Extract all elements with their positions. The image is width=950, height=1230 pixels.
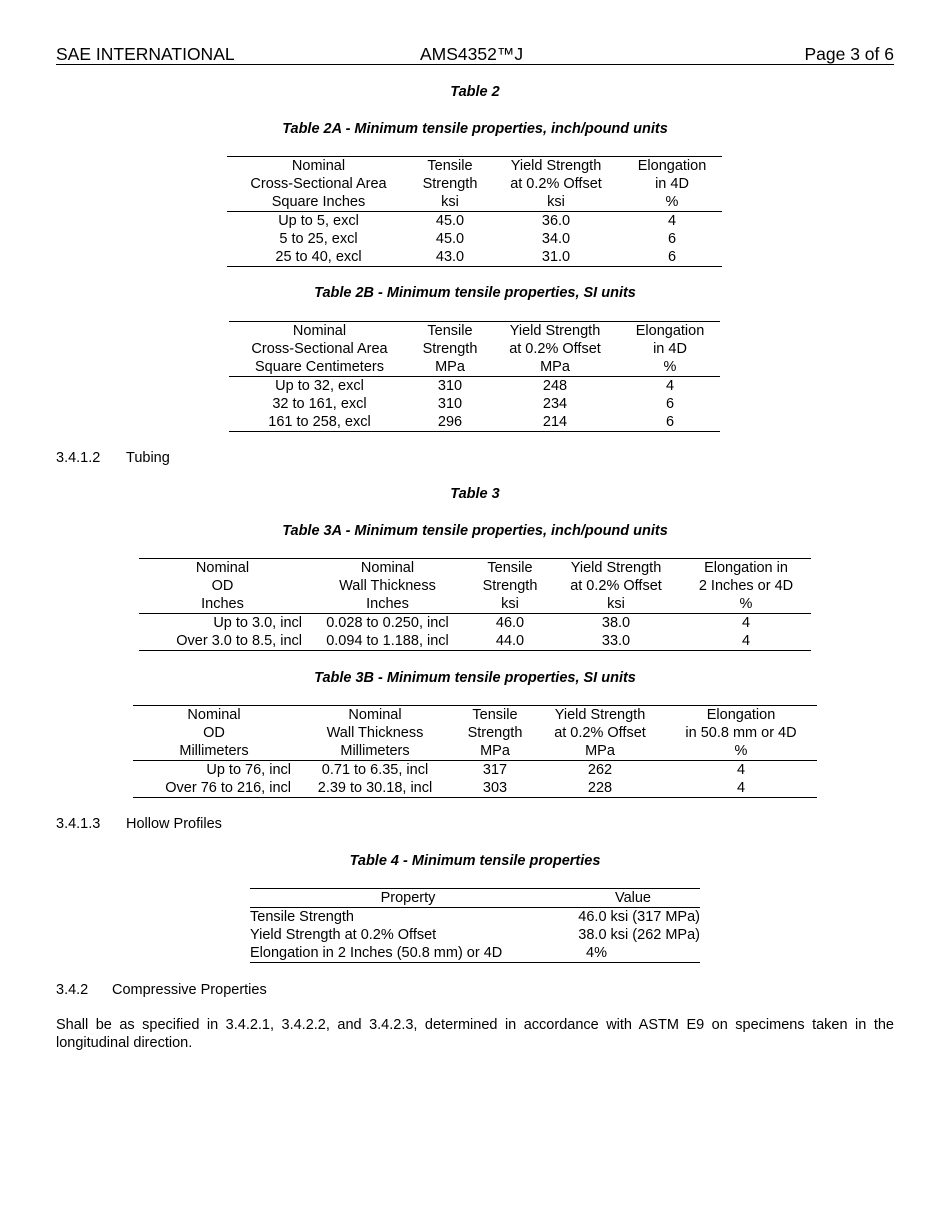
header-cell: at 0.2% Offset xyxy=(570,578,662,594)
table-cell: 38.0 xyxy=(601,615,631,631)
section-title: Tubing xyxy=(126,450,170,466)
header-cell: 2 Inches or 4D xyxy=(698,578,794,594)
header-cell: Yield Strength xyxy=(535,706,665,725)
table-header-row xyxy=(133,724,817,742)
table2-title: Table 2 xyxy=(450,84,500,100)
table-row xyxy=(227,248,722,267)
section-heading-3412 xyxy=(56,449,170,467)
table-header-row xyxy=(133,706,817,725)
header-cell: Nominal xyxy=(229,322,410,341)
table-row xyxy=(229,377,720,396)
header-cell: ksi xyxy=(410,193,490,212)
header-cell: Property xyxy=(250,889,566,908)
table-cell: 4 xyxy=(736,762,746,778)
table-header-row xyxy=(139,559,811,578)
header-doc-number: AMS4352™J xyxy=(420,44,524,64)
table-cell: 31.0 xyxy=(490,248,622,267)
header-cell: MPa xyxy=(455,742,535,761)
header-cell: ksi xyxy=(490,193,622,212)
table-row xyxy=(250,926,700,944)
section-heading-342 xyxy=(56,981,267,999)
table-cell: Over 76 to 216, incl xyxy=(133,779,295,798)
header-cell: Cross-Sectional Area xyxy=(251,341,388,357)
header-cell: Elongation xyxy=(622,157,722,176)
table-row xyxy=(250,908,700,927)
header-cell: Wall Thickness xyxy=(326,725,424,741)
table-row xyxy=(229,413,720,432)
table2a xyxy=(227,156,722,267)
table-cell: 317 xyxy=(482,762,508,778)
header-cell: OD xyxy=(203,725,225,741)
table-cell: 296 xyxy=(410,413,490,432)
table-row xyxy=(139,614,811,633)
header-cell: Square Centimeters xyxy=(229,358,410,377)
table-cell: 46.0 xyxy=(495,615,525,631)
header-page-number: Page 3 of 6 xyxy=(804,44,894,64)
header-cell: Cross-Sectional Area xyxy=(250,176,387,192)
table-cell: 43.0 xyxy=(410,248,490,267)
table-cell: 0.094 to 1.188, incl xyxy=(306,632,469,651)
table-cell: 228 xyxy=(535,779,665,798)
table-header-row xyxy=(227,193,722,212)
table2b xyxy=(229,321,720,432)
table-cell: 36.0 xyxy=(541,213,571,229)
section-title: Hollow Profiles xyxy=(126,816,222,832)
table-cell: 4 xyxy=(681,632,811,651)
table4-caption: Table 4 - Minimum tensile properties xyxy=(349,853,601,869)
table-cell: 6 xyxy=(665,396,675,412)
table-cell: 46.0 ksi (317 MPa) xyxy=(578,909,700,925)
header-cell: Inches xyxy=(306,595,469,614)
header-cell: Millimeters xyxy=(133,742,295,761)
table-cell: 33.0 xyxy=(551,632,681,651)
table-row xyxy=(133,761,817,780)
table-cell: 4 xyxy=(665,378,675,394)
header-cell: Yield Strength xyxy=(551,559,681,578)
table-cell: Tensile Strength xyxy=(250,909,354,925)
table-row xyxy=(133,779,817,798)
header-cell: Nominal xyxy=(133,706,295,725)
header-cell: % xyxy=(622,193,722,212)
header-cell: Tensile xyxy=(410,322,490,341)
header-cell: in 50.8 mm or 4D xyxy=(685,725,797,741)
header-cell: Nominal xyxy=(295,706,455,725)
header-cell: Elongation xyxy=(620,322,720,341)
header-cell: % xyxy=(620,358,720,377)
header-cell: at 0.2% Offset xyxy=(554,725,646,741)
section-number: 3.4.1.2 xyxy=(56,450,101,466)
table-cell: Up to 3.0, incl xyxy=(213,615,302,631)
table3b-caption: Table 3B - Minimum tensile properties, SI units xyxy=(314,670,636,686)
header-cell: Yield Strength xyxy=(490,157,622,176)
header-cell: Strength xyxy=(467,725,523,741)
table-header-row xyxy=(229,358,720,377)
body-paragraph: Shall be as specified in 3.4.2.1, 3.4.2.2, and 3.4.2.3, determined in accordance with ASTM E9 on specimens taken in the longitudinal direction. xyxy=(56,1017,894,1051)
section-number: 3.4.2 xyxy=(56,982,89,998)
header-cell: ksi xyxy=(469,595,551,614)
table-cell: 44.0 xyxy=(469,632,551,651)
header-cell: Inches xyxy=(139,595,306,614)
table-cell: 0.71 to 6.35, incl xyxy=(321,762,429,778)
header-cell: ksi xyxy=(551,595,681,614)
section-heading-3413 xyxy=(56,815,222,833)
header-cell: Elongation in xyxy=(681,559,811,578)
header-cell: Strength xyxy=(422,341,478,357)
header-cell: Strength xyxy=(482,578,538,594)
table-row xyxy=(250,944,700,963)
table3a xyxy=(139,558,811,651)
header-cell: Yield Strength xyxy=(490,322,620,341)
table-cell: Up to 76, incl xyxy=(206,762,291,778)
header-cell: Millimeters xyxy=(295,742,455,761)
table4 xyxy=(250,888,700,963)
table3-title: Table 3 xyxy=(450,486,500,502)
table-cell: Over 3.0 to 8.5, incl xyxy=(139,632,306,651)
table-cell: 6 xyxy=(620,413,720,432)
table-header-row xyxy=(139,595,811,614)
header-cell: Wall Thickness xyxy=(339,578,436,594)
table-cell: 6 xyxy=(667,231,677,247)
table2b-caption: Table 2B - Minimum tensile properties, SI units xyxy=(314,285,636,301)
table-cell: 34.0 xyxy=(541,231,571,247)
header-cell: Value xyxy=(566,889,700,908)
table-header-row xyxy=(229,340,720,358)
table-cell: 32 to 161, excl xyxy=(272,396,367,412)
table-cell: 45.0 xyxy=(435,213,465,229)
header-cell: Nominal xyxy=(139,559,306,578)
table-cell: Elongation in 2 Inches (50.8 mm) or 4D xyxy=(250,944,566,963)
header-cell: Square Inches xyxy=(227,193,410,212)
table-cell: 4 xyxy=(665,779,817,798)
section-title: Compressive Properties xyxy=(112,982,267,998)
table-cell: 303 xyxy=(455,779,535,798)
table-cell: Up to 5, excl xyxy=(278,213,359,229)
table-cell: 4 xyxy=(741,615,751,631)
table2a-caption: Table 2A - Minimum tensile properties, inch/pound units xyxy=(282,121,668,137)
table-cell: 310 xyxy=(437,396,463,412)
header-cell: at 0.2% Offset xyxy=(510,176,602,192)
table-cell: Up to 32, excl xyxy=(275,378,364,394)
table-cell: Yield Strength at 0.2% Offset xyxy=(250,927,437,943)
table-row xyxy=(227,212,722,231)
table-cell: 6 xyxy=(622,248,722,267)
page-header xyxy=(56,44,894,65)
table-header-row xyxy=(227,157,722,176)
header-cell: in 4D xyxy=(655,176,689,192)
header-cell: in 4D xyxy=(653,341,687,357)
table-cell: 310 xyxy=(437,378,463,394)
table-cell: 262 xyxy=(587,762,613,778)
table-header-row xyxy=(250,889,700,908)
table-cell: 4 xyxy=(667,213,677,229)
table-header-row xyxy=(229,322,720,341)
header-cell: Tensile xyxy=(455,706,535,725)
header-cell: % xyxy=(665,742,817,761)
table-row xyxy=(229,395,720,413)
table-cell: 5 to 25, excl xyxy=(279,231,358,247)
table-header-row xyxy=(133,742,817,761)
header-org: SAE INTERNATIONAL xyxy=(56,44,235,64)
section-number: 3.4.1.3 xyxy=(56,816,101,832)
table-cell: 25 to 40, excl xyxy=(227,248,410,267)
header-cell: at 0.2% Offset xyxy=(509,341,601,357)
header-cell: MPa xyxy=(410,358,490,377)
table-cell: 4% xyxy=(566,944,700,963)
table-cell: 45.0 xyxy=(435,231,465,247)
table-cell: 214 xyxy=(490,413,620,432)
table-cell: 38.0 ksi (262 MPa) xyxy=(578,927,700,943)
table-cell: 161 to 258, excl xyxy=(229,413,410,432)
table-header-row xyxy=(227,175,722,193)
header-cell: % xyxy=(681,595,811,614)
table-row xyxy=(227,230,722,248)
header-cell: Tensile xyxy=(410,157,490,176)
table-cell: 234 xyxy=(542,396,568,412)
header-cell: Elongation xyxy=(665,706,817,725)
table-cell: 248 xyxy=(542,378,568,394)
table3b xyxy=(133,705,817,798)
table-cell: 2.39 to 30.18, incl xyxy=(295,779,455,798)
table-header-row xyxy=(139,577,811,595)
header-cell: MPa xyxy=(490,358,620,377)
header-cell: Tensile xyxy=(469,559,551,578)
header-cell: Nominal xyxy=(227,157,410,176)
table-row xyxy=(139,632,811,651)
header-cell: Strength xyxy=(422,176,478,192)
header-cell: MPa xyxy=(535,742,665,761)
table3a-caption: Table 3A - Minimum tensile properties, inch/pound units xyxy=(282,523,668,539)
header-cell: Nominal xyxy=(306,559,469,578)
table-cell: 0.028 to 0.250, incl xyxy=(326,615,449,631)
header-cell: OD xyxy=(211,578,234,594)
